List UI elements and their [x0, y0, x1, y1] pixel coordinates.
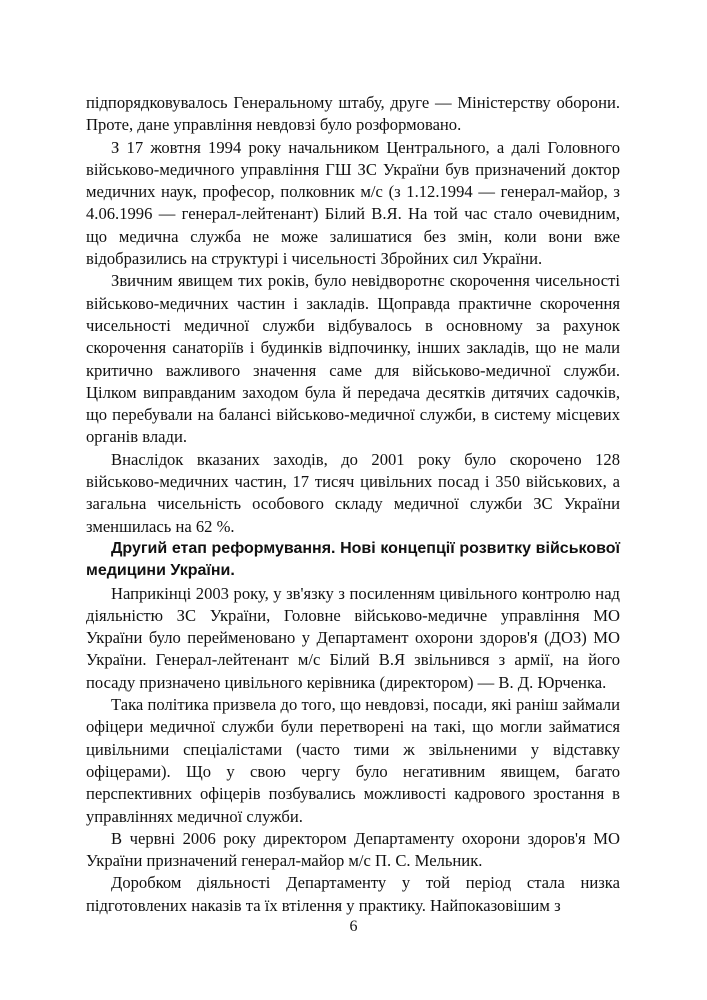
paragraph-department-work: Доробком діяльності Департаменту у той період стала низка підготовлених наказів та їх втілення у практику. Найпоказовішим з — [86, 873, 620, 915]
document-body — [86, 92, 620, 917]
section-heading: Другий етап реформування. Нові концепції розвитку військової медицини України. — [86, 539, 620, 580]
paragraph-continuation: підпорядковувалось Генеральному штабу, друге — Міністерству оборони. Проте, дане управління невдовзі було розформовано. — [86, 93, 620, 135]
paragraph-appointment-1994: З 17 жовтня 1994 року начальником Центрального, а далі Головного військово-медичного управління ГШ ЗС України був призначений доктор медичних наук, професор, полковник м/с (з 1.12.1994 — генерал-майор, з 4.06.1996 — генерал-лейтенант) Білий В.Я. На той час стало очевидним, що медична служба не може залишатися без змін, коли вони вже відобразились на структурі і чисельності Збройних сил України. — [86, 137, 620, 269]
page-number: 6 — [349, 918, 358, 935]
paragraph-director-2006: В червні 2006 року директором Департаменту охорони здоров'я МО України призначений генерал-майор м/с П. С. Мельник. — [86, 828, 620, 871]
paragraph-results-2001: Внаслідок вказаних заходів, до 2001 року було скорочено 128 військово-медичних частин, 17 тисяч цивільних посад і 350 військових, а загальна чисельність особового складу медичної служби ЗС України зменшилась на 62 %. — [86, 449, 620, 536]
paragraph-reduction: Звичним явищем тих років, було невідворотнє скорочення чисельності військово-медичних частин і закладів. Щоправда практичне скорочення чисельності медичної служби відбувалось в основному за рахунок скорочення санаторіїв і будинків відпочинку, інших закладів, що не мали критично важливого значення саме для військово-медичної служби. Цілком виправданим заходом була й передача десятків дитячих садочків, що перебували на балансі військово-медичної служби, в систему місцевих органів влади. — [86, 271, 620, 447]
paragraph-policy-consequences: Така політика призвела до того, що невдовзі, посади, які раніш займали офіцери медичної служби були перетворені на такі, що могли займатися цивільними спеціалістами (часто тими ж звільненими у відставку офіцерами). Що у свою чергу було негативним явищем, багато перспективних офіцерів позбувались можливості кадрового зростання в управліннях медичної служби. — [86, 695, 620, 826]
paragraph-renaming-2003: Наприкінці 2003 року, у зв'язку з посиленням цивільного контролю над діяльністю ЗС України, Головне військово-медичне управління МО України було перейменовано у Департамент охорони здоров'я (ДОЗ) МО України. Генерал-лейтенант м/с Білий В.Я звільнився з армії, на його посаду призначено цивільного керівника (директором) — В. Д. Юрченка. — [86, 583, 620, 692]
